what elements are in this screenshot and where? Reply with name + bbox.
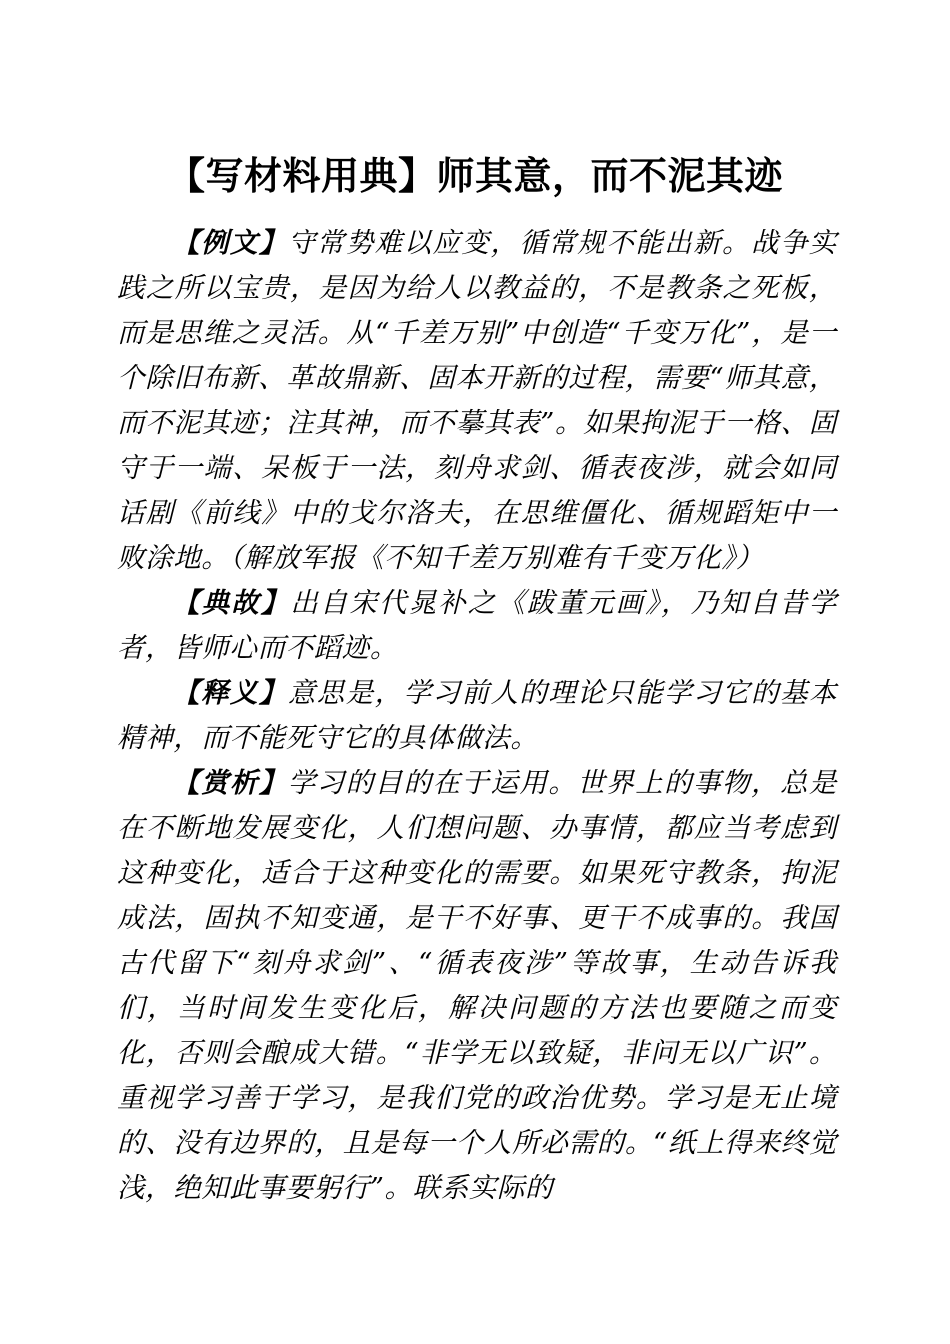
paragraph-shiyi [117, 671, 837, 761]
section-marker-diangu: 【典故】 [172, 587, 291, 619]
paragraph-text-shangxi: 学习的目的在于运用。世界上的事物，总是在不断地发展变化，人们想问题、办事情，都应当考虑到这种变化，适合于这种变化的需要。如果死守教条，拘泥成法，固执不知变通，是干不好事、更干不成事的。我国古代留下“刻舟求剑”、“循表夜涉”等故事，生动告诉我们，当时间发生变化后，解决问题的方法也要随之而变化，否则会酿成大错。“非学无以致疑，非问无以广识”。重视学习善于学习，是我们党的政治优势。学习是无止境的、没有边界的，且是每一个人所必需的。“纸上得来终觉浅，绝知此事要躬行”。联系实际的 [117, 767, 838, 1204]
page-title: 【写材料用典】师其意，而不泥其迹 [166, 154, 783, 199]
paragraph-shangxi [117, 761, 837, 1211]
section-marker-shangxi: 【赏析】 [172, 767, 288, 799]
paragraph-text-shiyi: 意思是，学习前人的理论只能学习它的基本精神，而不能死守它的具体做法。 [117, 677, 838, 754]
section-marker-shiyi: 【释义】 [172, 677, 288, 709]
paragraph-liwen [117, 221, 837, 581]
section-marker-liwen: 【例文】 [172, 227, 288, 259]
paragraph-text-diangu: 出自宋代晁补之《跋董元画》，乃知自昔学者，皆师心而不蹈迹。 [117, 587, 838, 664]
document-body [117, 221, 837, 1211]
paragraph-diangu [117, 581, 837, 671]
paragraph-text-liwen: 守常势难以应变，循常规不能出新。战争实践之所以宝贵，是因为给人以教益的，不是教条之死板，而是思维之灵活。从“千差万别”中创造“千变万化”，是一个除旧布新、革故鼎新、固本开新的过程，需要“师其意，而不泥其迹；注其神，而不摹其表”。如果拘泥于一格、固守于一端、呆板于一法，刻舟求剑、循表夜涉，就会如同话剧《前线》中的戈尔洛夫，在思维僵化、循规蹈矩中一败涂地。（解放军报《不知千差万别难有千变万化》） [117, 227, 838, 574]
